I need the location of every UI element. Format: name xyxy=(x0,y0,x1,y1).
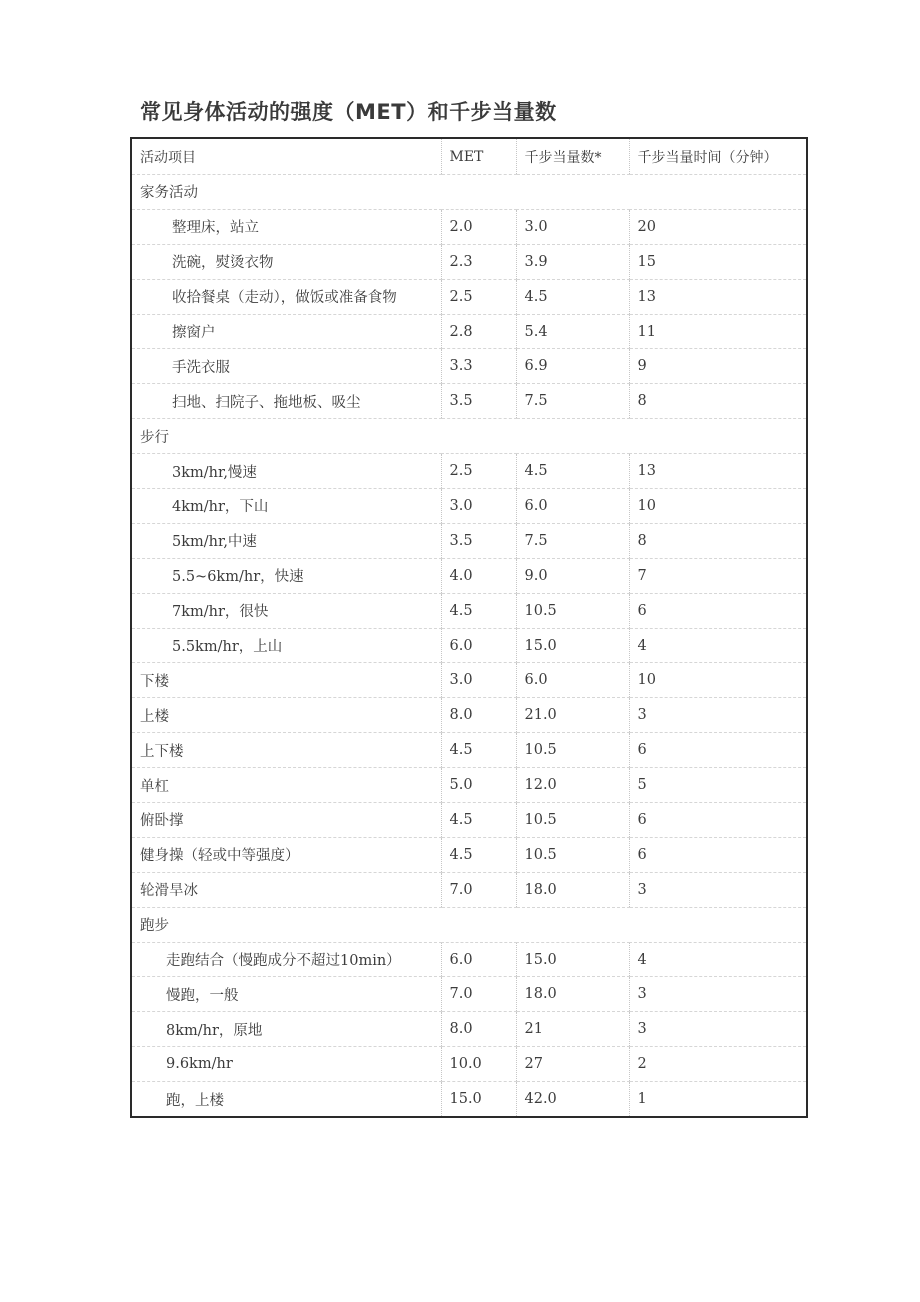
activity-cell: 轮滑旱冰 xyxy=(131,872,441,907)
activity-cell: 健身操（轻或中等强度） xyxy=(131,837,441,872)
activity-cell: 5km/hr,中速 xyxy=(131,523,441,558)
met-table xyxy=(130,137,808,1118)
activity-cell: 上下楼 xyxy=(131,733,441,768)
table-row xyxy=(131,523,807,558)
time-cell: 10 xyxy=(629,489,807,524)
met-cell: 8.0 xyxy=(441,698,516,733)
met-cell: 3.0 xyxy=(441,489,516,524)
activity-cell: 扫地、扫院子、拖地板、吸尘 xyxy=(131,384,441,419)
activity-cell: 整理床，站立 xyxy=(131,209,441,244)
met-cell: 8.0 xyxy=(441,1012,516,1047)
met-cell: 4.0 xyxy=(441,558,516,593)
met-cell: 2.8 xyxy=(441,314,516,349)
time-cell: 3 xyxy=(629,698,807,733)
header-met: MET xyxy=(441,138,516,175)
time-cell: 11 xyxy=(629,314,807,349)
steps-cell: 7.5 xyxy=(516,384,629,419)
steps-cell: 15.0 xyxy=(516,942,629,977)
met-cell: 7.0 xyxy=(441,977,516,1012)
met-cell: 4.5 xyxy=(441,593,516,628)
table-row xyxy=(131,768,807,803)
activity-cell: 4km/hr，下山 xyxy=(131,489,441,524)
steps-cell: 10.5 xyxy=(516,837,629,872)
steps-cell: 5.4 xyxy=(516,314,629,349)
category-label: 家务活动 xyxy=(131,175,807,210)
activity-cell: 上楼 xyxy=(131,698,441,733)
steps-cell: 10.5 xyxy=(516,803,629,838)
table-row xyxy=(131,279,807,314)
table-row xyxy=(131,872,807,907)
met-cell: 3.3 xyxy=(441,349,516,384)
met-cell: 4.5 xyxy=(441,803,516,838)
time-cell: 4 xyxy=(629,942,807,977)
activity-cell: 单杠 xyxy=(131,768,441,803)
time-cell: 4 xyxy=(629,628,807,663)
activity-cell: 下楼 xyxy=(131,663,441,698)
activity-cell: 9.6km/hr xyxy=(131,1047,441,1082)
time-cell: 6 xyxy=(629,593,807,628)
time-cell: 10 xyxy=(629,663,807,698)
steps-cell: 18.0 xyxy=(516,977,629,1012)
met-cell: 6.0 xyxy=(441,942,516,977)
table-header-row xyxy=(131,138,807,175)
table-row xyxy=(131,314,807,349)
table-row xyxy=(131,593,807,628)
met-cell: 4.5 xyxy=(441,837,516,872)
time-cell: 3 xyxy=(629,872,807,907)
time-cell: 3 xyxy=(629,977,807,1012)
document-title: 常见身体活动的强度（MET）和千步当量数 xyxy=(140,100,557,124)
steps-cell: 42.0 xyxy=(516,1082,629,1117)
time-cell: 6 xyxy=(629,803,807,838)
activity-cell: 手洗衣服 xyxy=(131,349,441,384)
table-row xyxy=(131,349,807,384)
time-cell: 13 xyxy=(629,279,807,314)
table-row xyxy=(131,942,807,977)
activity-cell: 3km/hr,慢速 xyxy=(131,454,441,489)
activity-cell: 5.5~6km/hr，快速 xyxy=(131,558,441,593)
table-row xyxy=(131,803,807,838)
table-row xyxy=(131,209,807,244)
time-cell: 7 xyxy=(629,558,807,593)
table-row xyxy=(131,454,807,489)
time-cell: 8 xyxy=(629,384,807,419)
steps-cell: 6.9 xyxy=(516,349,629,384)
steps-cell: 27 xyxy=(516,1047,629,1082)
met-cell: 2.0 xyxy=(441,209,516,244)
steps-cell: 7.5 xyxy=(516,523,629,558)
table-row xyxy=(131,1082,807,1117)
header-steps: 千步当量数* xyxy=(516,138,629,175)
activity-cell: 5.5km/hr，上山 xyxy=(131,628,441,663)
table-row xyxy=(131,977,807,1012)
steps-cell: 10.5 xyxy=(516,593,629,628)
category-row xyxy=(131,175,807,210)
met-cell: 3.0 xyxy=(441,663,516,698)
steps-cell: 4.5 xyxy=(516,279,629,314)
table-row xyxy=(131,244,807,279)
steps-cell: 3.9 xyxy=(516,244,629,279)
met-cell: 6.0 xyxy=(441,628,516,663)
met-cell: 7.0 xyxy=(441,872,516,907)
activity-cell: 跑，上楼 xyxy=(131,1082,441,1117)
met-cell: 3.5 xyxy=(441,384,516,419)
header-time: 千步当量时间（分钟） xyxy=(629,138,807,175)
category-row xyxy=(131,907,807,942)
table-row xyxy=(131,558,807,593)
table-row xyxy=(131,384,807,419)
met-cell: 10.0 xyxy=(441,1047,516,1082)
time-cell: 9 xyxy=(629,349,807,384)
table-row xyxy=(131,1047,807,1082)
activity-cell: 擦窗户 xyxy=(131,314,441,349)
met-cell: 3.5 xyxy=(441,523,516,558)
steps-cell: 12.0 xyxy=(516,768,629,803)
time-cell: 6 xyxy=(629,733,807,768)
table-row xyxy=(131,663,807,698)
activity-cell: 洗碗，熨烫衣物 xyxy=(131,244,441,279)
met-cell: 4.5 xyxy=(441,733,516,768)
time-cell: 13 xyxy=(629,454,807,489)
activity-cell: 慢跑，一般 xyxy=(131,977,441,1012)
steps-cell: 10.5 xyxy=(516,733,629,768)
table-row xyxy=(131,698,807,733)
category-label: 步行 xyxy=(131,419,807,454)
header-activity: 活动项目 xyxy=(131,138,441,175)
steps-cell: 18.0 xyxy=(516,872,629,907)
time-cell: 20 xyxy=(629,209,807,244)
steps-cell: 4.5 xyxy=(516,454,629,489)
activity-cell: 8km/hr，原地 xyxy=(131,1012,441,1047)
time-cell: 2 xyxy=(629,1047,807,1082)
time-cell: 8 xyxy=(629,523,807,558)
met-cell: 2.5 xyxy=(441,454,516,489)
category-label: 跑步 xyxy=(131,907,807,942)
table-row xyxy=(131,733,807,768)
steps-cell: 15.0 xyxy=(516,628,629,663)
time-cell: 5 xyxy=(629,768,807,803)
time-cell: 1 xyxy=(629,1082,807,1117)
steps-cell: 21 xyxy=(516,1012,629,1047)
activity-cell: 俯卧撑 xyxy=(131,803,441,838)
met-cell: 15.0 xyxy=(441,1082,516,1117)
table-body xyxy=(131,138,807,1117)
time-cell: 15 xyxy=(629,244,807,279)
met-cell: 2.5 xyxy=(441,279,516,314)
time-cell: 3 xyxy=(629,1012,807,1047)
table-row xyxy=(131,489,807,524)
table-row xyxy=(131,1012,807,1047)
activity-cell: 7km/hr，很快 xyxy=(131,593,441,628)
time-cell: 6 xyxy=(629,837,807,872)
met-cell: 2.3 xyxy=(441,244,516,279)
category-row xyxy=(131,419,807,454)
steps-cell: 6.0 xyxy=(516,663,629,698)
steps-cell: 21.0 xyxy=(516,698,629,733)
steps-cell: 3.0 xyxy=(516,209,629,244)
activity-cell: 走跑结合（慢跑成分不超过10min） xyxy=(131,942,441,977)
table-row xyxy=(131,628,807,663)
met-cell: 5.0 xyxy=(441,768,516,803)
steps-cell: 9.0 xyxy=(516,558,629,593)
table-row xyxy=(131,837,807,872)
steps-cell: 6.0 xyxy=(516,489,629,524)
activity-cell: 收拾餐桌（走动），做饭或准备食物 xyxy=(131,279,441,314)
